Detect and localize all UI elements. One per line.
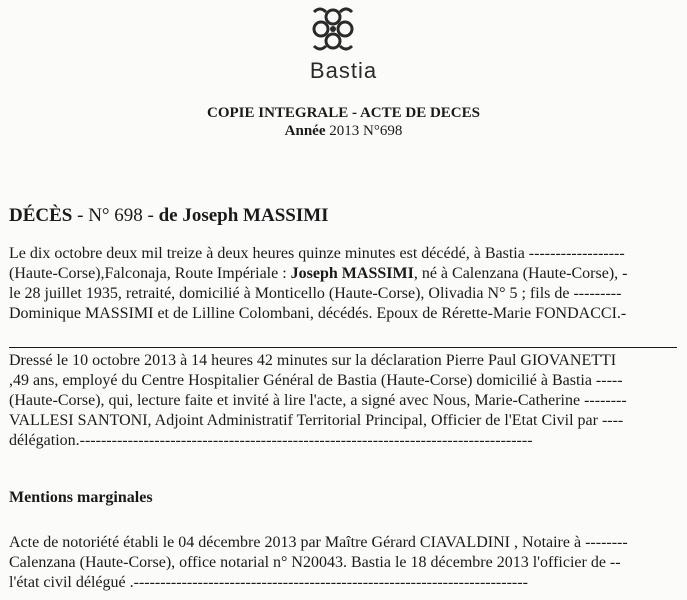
- act-number: N°698: [363, 123, 403, 139]
- text-line: (Haute-Corse), qui, lecture faite et invité à lire l'acte, a signé avec Nous, Marie-Catherine --------: [9, 392, 627, 409]
- text-line: Acte de notoriété établi le 04 décembre 2013 par Maître Gérard CIAVALDINI , Notaire à --------: [9, 534, 628, 551]
- text-segment: (Haute-Corse),Falconaja, Route Impériale :: [9, 265, 291, 282]
- document-year-line: [0, 122, 687, 140]
- year-value: 2013: [329, 123, 360, 139]
- text-line: l'état civil délégué .--------------------------------------------------------------------------: [9, 574, 528, 591]
- divider: [9, 347, 677, 348]
- text-line: Dressé le 10 octobre 2013 à 14 heures 42 minutes sur la déclaration Pierre Paul GIOVANETTI: [9, 352, 617, 369]
- text-segment: , né à Calenzana (Haute-Corse), -: [413, 265, 628, 282]
- text-line: ,49 ans, employé du Centre Hospitalier Général de Bastia (Haute-Corse) domicilié à Bastia -----: [9, 372, 623, 389]
- text-line: délégation.-------------------------------------------------------------------------------------: [9, 432, 533, 449]
- text-line: le 28 juillet 1935, retraité, domicilié à Monticello (Haute-Corse), Olivadia N° 5 ; fils de ---------: [9, 285, 622, 302]
- declaration-paragraph: [9, 351, 681, 451]
- death-paragraph: [9, 244, 681, 324]
- year-label: Année: [284, 123, 326, 139]
- death-title-name: de Joseph MASSIMI: [158, 205, 329, 226]
- text-line: Dominique MASSIMI et de Lilline Colombani, décédés. Epoux de Rérette-Marie FONDACCI.-: [9, 305, 627, 322]
- death-title-number: N° 698: [88, 205, 143, 226]
- mentions-heading: Mentions marginales: [9, 489, 153, 506]
- death-title-sep2: -: [142, 205, 159, 226]
- text-line: [9, 264, 681, 284]
- death-title-prefix: DÉCÈS: [9, 205, 73, 226]
- deceased-name: Joseph MASSIMI: [290, 265, 414, 282]
- bastia-logo-icon: [300, 4, 366, 54]
- text-line: Le dix octobre deux mil treize à deux heures quinze minutes est décédé, à Bastia ------------------: [9, 245, 625, 262]
- document-header: [0, 104, 687, 140]
- death-title-sep1: -: [72, 205, 89, 226]
- text-line: VALLESI SANTONI, Adjoint Administratif Territorial Principal, Officier de l'Etat Civil par ----: [9, 412, 624, 429]
- brand-name: Bastia: [309, 58, 378, 83]
- text-line: Calenzana (Haute-Corse), office notarial n° N20043. Bastia le 18 décembre 2013 l'officier de --: [9, 554, 621, 571]
- document-title: COPIE INTEGRALE - ACTE DE DECES: [207, 105, 480, 121]
- mentions-paragraph: [9, 533, 681, 593]
- death-title: [9, 205, 329, 227]
